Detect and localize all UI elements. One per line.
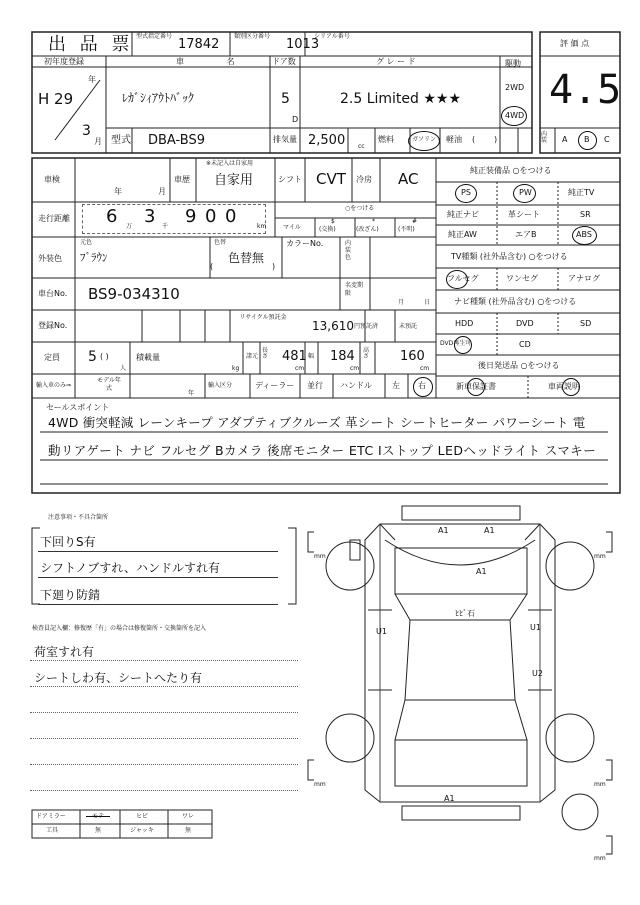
length-cm: cm — [295, 365, 305, 372]
shift-value: CVT — [316, 170, 346, 188]
fuel-label: 燃料 — [378, 135, 394, 144]
diag-mm-spare: mm — [594, 855, 606, 862]
diag-mm-rear-left: mm — [314, 781, 326, 788]
acc-tools: 工具 — [46, 827, 59, 834]
interior-label: 内装 — [541, 131, 548, 144]
fuel-diesel[interactable]: 軽油 — [446, 135, 462, 144]
serial-label: シリアル番号 — [314, 33, 350, 40]
model-code-label: 型式指定番号 — [136, 33, 173, 40]
inspector-rule-3 — [30, 712, 298, 713]
inspector-line-1: 荷室すれ有 — [34, 645, 95, 659]
fuel-paren-close: ) — [494, 135, 498, 144]
mileage-digit-4: 0 — [205, 206, 217, 227]
mileage-digit-5: 0 — [225, 206, 237, 227]
diag-a1-front-right: A1 — [484, 526, 495, 535]
capacity-value: 5 — [88, 349, 97, 365]
type-value: DBA-BS9 — [148, 133, 205, 148]
acc-crack: ヒビ — [136, 813, 149, 820]
inspector-line-2: シートしわ有、シートへたり有 — [34, 671, 203, 685]
category-label: 類別区分番号 — [234, 33, 271, 40]
name-change-month: 月 — [398, 299, 405, 306]
mileage-label: 走行距離 — [38, 214, 70, 223]
shift-label: シフト — [278, 175, 302, 184]
type-label: 型式 — [111, 135, 131, 146]
unit-man: 万 — [126, 223, 133, 230]
year-unit: 年 — [88, 75, 96, 84]
import-class-label: 輸入区分 — [208, 382, 233, 389]
tv-fullseg-circle — [446, 270, 468, 289]
equip-oem-navi[interactable]: 純正ナビ — [447, 210, 479, 219]
navi-type-label: ナビ種類 (社外品含む) ○をつける — [454, 297, 577, 306]
shaken-year-unit: 年 — [114, 187, 122, 196]
shaken-label: 車検 — [44, 175, 60, 184]
inspector-rule-1 — [30, 660, 298, 661]
doors-label: ドア数 — [272, 57, 296, 66]
later-warranty-circle — [467, 378, 485, 396]
drive-4wd[interactable]: 4WD — [505, 111, 525, 120]
repaint-paren-open: ( — [210, 262, 214, 271]
capacity-paren: ( ) — [100, 352, 109, 361]
fuel-gasoline[interactable]: ガソリン — [412, 136, 437, 143]
model-code-value: 17842 — [178, 37, 220, 52]
car-name-label: 車 名 — [176, 57, 255, 66]
interior-b-circle — [578, 131, 597, 150]
equip-ps-circle — [455, 184, 477, 203]
acc-jack-value: 無 — [185, 827, 192, 834]
equip-ps[interactable]: PS — [461, 188, 471, 197]
caution-label: 注意事項・不具合箇所 — [48, 514, 109, 521]
mileage-digit-1: 6 — [106, 206, 118, 227]
drive-label: 駆動 — [505, 59, 521, 68]
later-manual[interactable]: 車両説明 — [548, 382, 580, 391]
import-dealer[interactable]: ディーラー — [255, 381, 295, 390]
acc-tools-value: 無 — [95, 827, 102, 834]
repaint-value: 色替無 — [228, 251, 265, 265]
handle-right[interactable]: 右 — [418, 381, 426, 390]
grade-label: グ レ ー ド — [376, 57, 416, 66]
equip-abs-circle — [572, 226, 597, 245]
recycle-not-deposited[interactable]: 未預託 — [399, 323, 418, 330]
rating-value: 4.5 — [549, 67, 622, 113]
acc-mote: モテ — [92, 813, 105, 820]
form-title: 出 品 票 — [48, 34, 134, 55]
mileage-exchange[interactable]: (交換) — [319, 226, 336, 233]
model-year-unit: 年 — [188, 390, 195, 397]
sales-point-line-2: 動リアゲート ナビ フルセグ Bカメラ 後席モニター ETC Iストップ LEDヘッドライト スマキー — [48, 443, 597, 458]
ac-label: 冷房 — [356, 175, 372, 184]
person-unit: 人 — [120, 365, 127, 372]
cc-unit: cc — [358, 143, 365, 150]
navi-hdd[interactable]: HDD — [455, 319, 474, 328]
name-change-label: 名変期限 — [345, 282, 364, 297]
recycle-label: リサイクル預託金 — [239, 314, 287, 321]
import-parallel[interactable]: 並行 — [307, 381, 323, 390]
model-year-label: モデル年式 — [97, 377, 121, 392]
acc-door-mirror: ドアミラー — [36, 813, 66, 820]
length-label: 長さ — [262, 347, 269, 360]
height-value: 160 — [400, 349, 425, 364]
length-value: 481 — [282, 349, 307, 364]
sym-star: * — [372, 218, 375, 225]
caution-line-1: 下回りS有 — [40, 535, 96, 549]
acc-mote-strike — [86, 816, 110, 817]
later-warranty[interactable]: 新車保証書 — [456, 382, 496, 391]
history-note: ※未記入は自家用 — [206, 160, 254, 167]
displacement-value: 2,500 — [308, 133, 346, 148]
equip-pw-circle — [513, 184, 536, 203]
import-label: 輸入車のみ⇒ — [36, 382, 72, 389]
orig-color-label: 元色 — [80, 239, 93, 246]
inspector-rule-2 — [30, 686, 298, 687]
diag-mm-front-right: mm — [594, 553, 606, 560]
shaken-month-unit: 月 — [158, 187, 166, 196]
equip-oem-aw[interactable]: 純正AW — [448, 230, 477, 239]
mileage-digit-2: 3 — [144, 206, 156, 227]
diag-a1-hood: A1 — [476, 567, 487, 576]
navi-sd[interactable]: SD — [580, 319, 592, 328]
oem-equipment-label: 純正装備品 ○をつける — [470, 166, 552, 175]
caution-line-2: シフトノブすれ、ハンドルすれ有 — [40, 561, 221, 575]
caution-underline-2 — [38, 577, 278, 578]
sym-dollar: $ — [331, 218, 335, 225]
inspector-label: 検査員記入欄：修復歴「有」の場合は修復箇所・交換箇所を記入 — [32, 625, 207, 632]
acc-jack: ジャッキ — [130, 827, 154, 834]
sym-hash: # — [412, 218, 418, 225]
height-label: 高さ — [363, 347, 370, 360]
capacity-label: 定員 — [44, 353, 60, 362]
tv-analog[interactable]: アナログ — [568, 274, 600, 283]
dims-label: 諸元 — [246, 353, 259, 360]
month-unit: 月 — [94, 137, 102, 146]
repaint-label: 色替 — [214, 239, 227, 246]
tv-fullseg[interactable]: フルセグ — [447, 274, 479, 283]
grade-value: 2.5 Limited ★★★ — [340, 91, 462, 107]
tv-oneseg[interactable]: ワンセグ — [506, 274, 538, 283]
mileage-circle-note: ○をつける — [345, 205, 375, 212]
recycle-deposited[interactable]: 円預託済 — [354, 323, 379, 330]
handle-right-circle — [413, 377, 433, 397]
inspector-rule-4 — [30, 738, 298, 739]
navi-dvd-play[interactable]: DVD再生可 — [440, 340, 472, 347]
caution-underline-3 — [38, 604, 278, 605]
interior-color-label: 内装色 — [345, 240, 352, 262]
history-value: 自家用 — [214, 173, 254, 188]
inspector-rule-5 — [30, 764, 298, 765]
chassis-label: 車台No. — [38, 289, 68, 298]
name-change-day: 日 — [424, 299, 431, 306]
fuel-gasoline-circle — [408, 131, 440, 151]
diag-mm-rear-right: mm — [594, 781, 606, 788]
reg-no-label: 登録No. — [38, 321, 68, 330]
sales-point-label: セールスポイント — [46, 403, 110, 412]
acc-break: ワレ — [182, 813, 195, 820]
doors-suffix: D — [292, 115, 299, 124]
equip-leather[interactable]: 革シート — [508, 210, 540, 219]
mileage-tampered[interactable]: (改ざん) — [356, 226, 379, 233]
car-diagram — [308, 506, 612, 854]
reg-month: 3 — [82, 123, 91, 139]
diag-mm-front-left: mm — [314, 553, 326, 560]
km-unit: km — [257, 223, 267, 230]
later-items-label: 後日発送品 ○をつける — [478, 361, 560, 370]
interior-b[interactable]: B — [584, 135, 590, 144]
inspector-rule-6 — [30, 790, 298, 791]
car-name: ﾚｶﾞｼｨｱｳﾄﾊﾞｯｸ — [122, 91, 195, 105]
mileage-unknown[interactable]: (不明) — [398, 226, 415, 233]
equip-oem-tv[interactable]: 純正TV — [568, 188, 595, 197]
equip-airbag[interactable]: エアB — [515, 230, 537, 239]
handle-left[interactable]: 左 — [392, 381, 400, 390]
width-label: 幅 — [308, 353, 315, 360]
tv-type-label: TV種類 (社外品含む) ○をつける — [451, 252, 568, 261]
interior-c[interactable]: C — [604, 135, 610, 144]
unit-sen: 千 — [162, 223, 169, 230]
width-cm: cm — [350, 365, 360, 372]
diag-windshield-chip: ﾋﾋﾞ石 — [455, 609, 475, 618]
first-reg-label: 初年度登録 — [44, 57, 84, 66]
displacement-label: 排気量 — [273, 135, 297, 144]
diag-a1-rear: A1 — [444, 794, 455, 803]
fuel-paren-open: ( — [472, 135, 476, 144]
load-label: 積載量 — [136, 353, 160, 362]
drive-2wd[interactable]: 2WD — [505, 83, 525, 92]
mile-option[interactable]: マイル — [283, 224, 301, 231]
history-label: 車歴 — [174, 175, 190, 184]
diag-a1-front-left: A1 — [438, 526, 449, 535]
rating-label: 評 価 点 — [560, 39, 590, 48]
navi-dvd-play-circle — [454, 336, 472, 354]
equip-sr[interactable]: SR — [580, 210, 591, 219]
ac-value: AC — [398, 170, 419, 188]
sales-point-line-1: 4WD 衝突軽減 レーンキープ アダプティブクルーズ 革シート シートヒーター パワーシート 電 — [48, 415, 586, 430]
equip-abs[interactable]: ABS — [576, 230, 592, 239]
navi-cd[interactable]: CD — [519, 340, 531, 349]
caution-underline-1 — [38, 551, 278, 552]
handle-label: ハンドル — [340, 381, 372, 390]
height-cm: cm — [420, 365, 430, 372]
later-manual-circle — [562, 378, 580, 396]
repaint-paren-close: ) — [272, 262, 276, 271]
drive-4wd-circle — [501, 106, 527, 126]
width-value: 184 — [330, 349, 355, 364]
diag-u2-right: U2 — [532, 669, 543, 678]
category-value: 1013 — [286, 37, 320, 52]
interior-a[interactable]: A — [562, 135, 568, 144]
mileage-digit-3: 9 — [185, 206, 197, 227]
color-value: ﾌﾞﾗｳﾝ — [80, 251, 108, 264]
diag-u1-right: U1 — [530, 623, 541, 632]
kg-unit: kg — [232, 365, 240, 372]
recycle-value: 13,610 — [312, 319, 354, 333]
chassis-value: BS9-034310 — [88, 285, 180, 303]
reg-era-year: H 29 — [38, 90, 74, 108]
caution-line-3: 下廻り防錆 — [40, 588, 101, 602]
color-no-label: カラーNo. — [286, 239, 324, 248]
equip-pw[interactable]: PW — [519, 188, 532, 197]
color-label: 外装色 — [38, 254, 62, 263]
navi-dvd[interactable]: DVD — [516, 319, 534, 328]
diag-u1-left: U1 — [376, 627, 387, 636]
doors-value: 5 — [281, 91, 290, 107]
